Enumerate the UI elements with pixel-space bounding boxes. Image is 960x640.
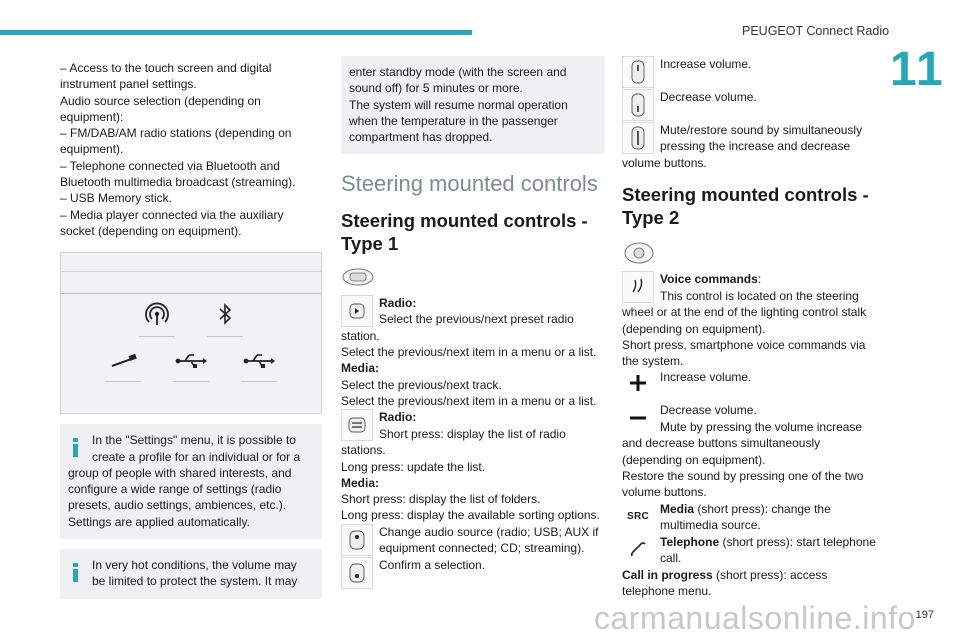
note-line: group of people with shared interests, and	[68, 465, 292, 480]
text-line: Change audio source (radio; USB; AUX if	[379, 524, 599, 539]
text-line: Bluetooth multimedia broadcast (streaming).	[60, 175, 296, 190]
plus-icon	[622, 369, 654, 401]
column-2	[341, 56, 605, 590]
control-item-src	[622, 501, 886, 534]
text-line: call.	[660, 550, 682, 565]
label-voice: Voice commands	[660, 272, 758, 287]
watermark: carmanualsonline.info	[594, 600, 916, 636]
text-line: Select the previous/next item in a menu or a list.	[341, 393, 597, 408]
column-1	[60, 60, 322, 599]
text-line: equipment).	[60, 142, 124, 157]
info-note-hot-conditions	[60, 549, 322, 599]
volume-down-button-icon	[622, 89, 654, 121]
text-line: Long press: update the list.	[341, 459, 486, 474]
text-line: – FM/DAB/AM radio stations (depending on	[60, 126, 292, 141]
control-item-source	[341, 524, 605, 557]
label-call-in-progress: Call in progress	[622, 567, 713, 582]
control-item-list	[341, 409, 605, 442]
thumbwheel-icon	[341, 295, 373, 327]
note-line: Settings are applied automatically.	[68, 514, 250, 529]
text-line: Restore the sound by pressing one of the two	[622, 469, 864, 484]
text-line: the system.	[622, 354, 684, 369]
steering-controls-type1-icon	[341, 267, 605, 289]
text-line: – Media player connected via the auxiliary	[60, 207, 284, 222]
text-line: Short press: display the list of folders.	[341, 492, 541, 507]
text-line: (depending on equipment).	[622, 321, 766, 336]
subsection-title-line: Type 2	[622, 207, 680, 229]
text-line: and decrease buttons simultaneously	[622, 436, 821, 451]
column-3	[622, 56, 886, 599]
text-line: equipment connected; CD; streaming).	[379, 541, 585, 556]
radio-sources-screen-illustration	[60, 252, 322, 414]
radio-antenna-icon	[137, 299, 177, 339]
text-line: equipment):	[60, 109, 124, 124]
subsection-title-line: Steering mounted controls -	[622, 184, 869, 206]
text-line: Short press, smartphone voice commands via	[622, 337, 866, 352]
text-line: Decrease volume.	[660, 90, 757, 104]
text-line: Select the previous/next item in a menu or a list.	[341, 345, 597, 360]
control-item-volume-down	[622, 89, 886, 122]
label-radio: Radio:	[379, 295, 417, 310]
label-telephone: Telephone	[660, 534, 720, 549]
note-line: be limited to protect the system. It may	[92, 574, 298, 589]
text-line: – USB Memory stick.	[60, 191, 173, 206]
control-item-volume-down-2	[622, 402, 886, 435]
text-line: wheel or at the end of the lighting control stalk	[622, 305, 867, 320]
label-media: Media:	[341, 361, 380, 376]
text-line: multimedia source.	[660, 517, 761, 532]
note-line: presets, audio settings, ambiences, etc.).	[68, 498, 287, 513]
info-icon	[73, 563, 78, 582]
text-line: Audio source selection (depending on	[60, 93, 261, 108]
text-line: (short press): start telephone	[719, 534, 876, 549]
src-badge: SRC	[626, 510, 649, 522]
steering-controls-type2-icon	[622, 241, 886, 267]
control-item-volume-up	[622, 56, 886, 89]
control-item-voice	[622, 271, 886, 304]
info-note-continued	[341, 56, 605, 154]
subsection-title	[341, 209, 605, 255]
confirm-button-icon	[341, 557, 373, 589]
voice-command-button-icon	[622, 271, 654, 303]
text-line: instrument panel settings.	[60, 77, 197, 92]
text-line: – Access to the touch screen and digital	[60, 61, 272, 75]
text-line: Mute/restore sound by simultaneously	[660, 123, 863, 137]
text-line: Select the previous/next track.	[341, 377, 502, 392]
volume-up-button-icon	[622, 56, 654, 88]
text-line: (short press): access	[712, 567, 828, 582]
control-item-confirm	[341, 557, 605, 590]
label-media: Media	[660, 501, 695, 516]
text-line: Mute by pressing the volume increase	[660, 419, 863, 434]
aux-cable-icon	[103, 344, 143, 384]
text-line: volume buttons.	[622, 156, 707, 170]
label-colon: :	[757, 272, 762, 287]
note-line: In the "Settings" menu, it is possible to	[92, 433, 296, 448]
section-title: Steering mounted controls	[341, 171, 598, 197]
info-icon	[73, 438, 78, 457]
control-item-mute	[622, 122, 886, 155]
page-header-title: PEUGEOT Connect Radio	[742, 24, 890, 38]
screen-divider	[61, 271, 321, 272]
list-button-icon	[341, 409, 373, 441]
text-line: Decrease volume.	[660, 403, 757, 418]
page-number: 197	[915, 609, 934, 621]
text-line: Long press: display the available sorting options.	[341, 508, 600, 523]
control-item-radio-prev-next	[341, 295, 605, 328]
text-line: stations.	[341, 443, 386, 458]
text-line: Confirm a selection.	[379, 557, 486, 572]
text-line: (depending on equipment).	[622, 452, 766, 467]
text-line: socket (depending on equipment).	[60, 223, 242, 238]
control-item-volume-up-2	[622, 369, 886, 402]
text-line: pressing the increase and decrease	[660, 139, 851, 154]
usb-icon	[171, 344, 211, 384]
src-button-icon	[622, 501, 654, 533]
text-line: This control is located on the steering	[660, 288, 859, 303]
text-line: station.	[341, 328, 380, 343]
subsection-title	[622, 183, 886, 229]
note-line: create a profile for an individual or for a	[92, 449, 301, 464]
note-line: compartment has dropped.	[349, 130, 493, 145]
phone-icon	[622, 534, 654, 566]
note-line: when the temperature in the passenger	[349, 113, 558, 128]
text-line: Select the previous/next preset radio	[379, 312, 574, 327]
text-line: Increase volume.	[660, 370, 752, 385]
note-line: configure a wide range of settings (radio	[68, 482, 282, 497]
usb-icon	[239, 344, 279, 384]
subsection-title-line: Type 1	[341, 232, 399, 254]
text-line: (short press): change the	[694, 501, 831, 516]
bluetooth-icon	[205, 299, 245, 339]
note-line: sound off) for 5 minutes or more.	[349, 81, 523, 96]
subsection-title-line: Steering mounted controls -	[341, 209, 588, 231]
text-line: telephone menu.	[622, 583, 712, 598]
minus-icon	[622, 402, 654, 434]
text-line: – Telephone connected via Bluetooth and	[60, 158, 280, 173]
note-line: In very hot conditions, the volume may	[92, 558, 297, 573]
note-line: The system will resume normal operation	[349, 97, 568, 112]
label-radio: Radio:	[379, 410, 417, 425]
mute-button-icon	[622, 122, 654, 154]
text-line: Increase volume.	[660, 57, 752, 71]
info-note-settings	[60, 424, 322, 539]
control-item-telephone	[622, 534, 886, 567]
label-media: Media:	[341, 475, 380, 490]
header-accent-bar	[0, 30, 472, 35]
chapter-number: 11	[890, 43, 945, 96]
screen-divider	[61, 293, 321, 294]
note-line: enter standby mode (with the screen and	[349, 65, 567, 79]
source-button-icon	[341, 524, 373, 556]
text-line: volume buttons.	[622, 485, 707, 500]
text-line: Short press: display the list of radio	[379, 426, 566, 441]
